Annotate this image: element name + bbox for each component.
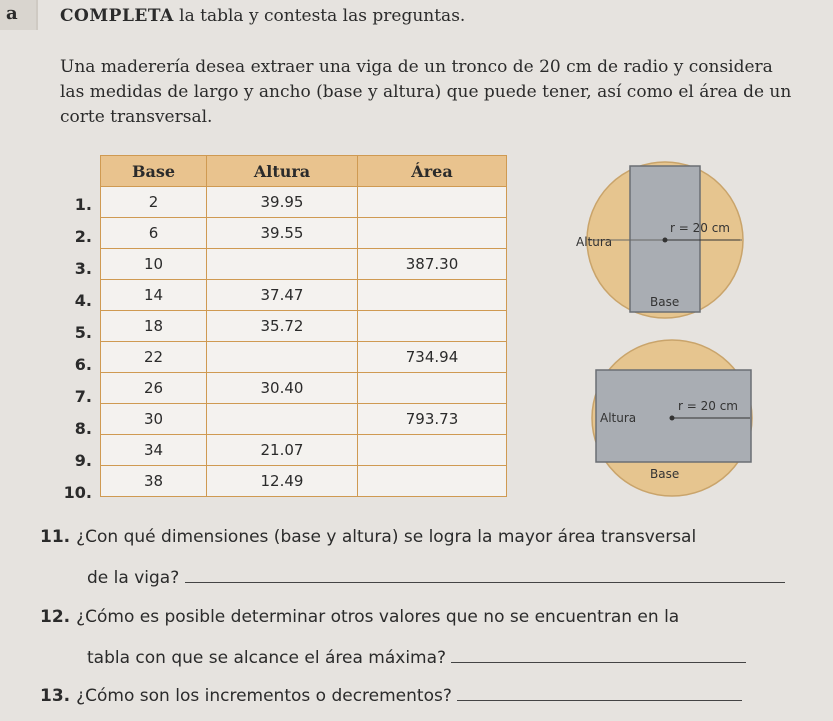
table-row <box>101 187 507 218</box>
row-number: 1. <box>74 195 92 214</box>
instruction <box>60 6 465 26</box>
row-number: 10. <box>63 483 92 502</box>
question-text: tabla con que se alcance el área máxima? <box>87 648 447 668</box>
table-row <box>101 373 507 404</box>
row-number: 7. <box>74 387 92 406</box>
diagram1-radius: r = 20 cm <box>670 221 730 235</box>
row-number: 4. <box>74 291 92 310</box>
question-11 <box>40 527 696 547</box>
cell-altura[interactable] <box>207 404 358 435</box>
header-area: Área <box>358 156 507 187</box>
question-number: 13. <box>40 686 71 706</box>
header-altura: Altura <box>207 156 358 187</box>
cell-base: 22 <box>101 342 207 373</box>
cell-altura: 39.95 <box>207 187 358 218</box>
table-row <box>101 342 507 373</box>
question-text: ¿Con qué dimensiones (base y altura) se logra la mayor área transversal <box>76 527 697 547</box>
instruction-bold: COMPLETA <box>60 6 174 26</box>
answer-line[interactable] <box>457 684 742 701</box>
table-row <box>101 311 507 342</box>
table-row <box>101 404 507 435</box>
cell-area[interactable] <box>358 373 507 404</box>
row-number: 5. <box>74 323 92 342</box>
cell-base: 26 <box>101 373 207 404</box>
question-12 <box>40 607 679 627</box>
cell-altura: 39.55 <box>207 218 358 249</box>
diagram-tall-beam <box>576 158 750 323</box>
cell-altura[interactable] <box>207 342 358 373</box>
cell-base: 34 <box>101 435 207 466</box>
cell-area[interactable] <box>358 280 507 311</box>
table-row <box>101 466 507 497</box>
cell-altura: 35.72 <box>207 311 358 342</box>
row-number: 3. <box>74 259 92 278</box>
row-number: 8. <box>74 419 92 438</box>
table-row <box>101 218 507 249</box>
row-numbers <box>58 189 92 509</box>
cell-area: 793.73 <box>358 404 507 435</box>
cell-base: 38 <box>101 466 207 497</box>
cell-altura: 12.49 <box>207 466 358 497</box>
cell-area[interactable] <box>358 466 507 497</box>
table-row <box>101 280 507 311</box>
cell-base: 30 <box>101 404 207 435</box>
question-13 <box>40 684 742 706</box>
diagram2-radius: r = 20 cm <box>678 399 738 413</box>
cell-altura: 30.40 <box>207 373 358 404</box>
cell-base: 10 <box>101 249 207 280</box>
table-row <box>101 249 507 280</box>
cell-base: 2 <box>101 187 207 218</box>
diagram2-altura: Altura <box>600 411 637 425</box>
answer-line[interactable] <box>451 646 746 663</box>
row-number: 6. <box>74 355 92 374</box>
cell-area: 387.30 <box>358 249 507 280</box>
row-number: 2. <box>74 227 92 246</box>
cell-area[interactable] <box>358 187 507 218</box>
cell-area[interactable] <box>358 311 507 342</box>
diagram-wide-beam <box>586 338 776 503</box>
cell-altura[interactable] <box>207 249 358 280</box>
table-row <box>101 435 507 466</box>
problem-paragraph: Una maderería desea extraer una viga de un tronco de 20 cm de radio y considera las medidas de largo y ancho (base y altura) que puede tener, así como el área de un corte transversal. <box>60 57 792 127</box>
cell-altura: 37.47 <box>207 280 358 311</box>
diagram2-base: Base <box>650 467 680 481</box>
cell-area: 734.94 <box>358 342 507 373</box>
question-11-line2 <box>87 566 785 588</box>
diagram1-base: Base <box>650 295 680 309</box>
cell-base: 18 <box>101 311 207 342</box>
question-number: 11. <box>40 527 71 547</box>
cell-base: 14 <box>101 280 207 311</box>
row-number: 9. <box>74 451 92 470</box>
cell-altura: 21.07 <box>207 435 358 466</box>
answer-line[interactable] <box>185 566 785 583</box>
cell-area[interactable] <box>358 435 507 466</box>
diagram1-altura: Altura <box>576 235 613 249</box>
cell-area[interactable] <box>358 218 507 249</box>
cell-base: 6 <box>101 218 207 249</box>
measurements-table <box>100 155 507 497</box>
header-base: Base <box>101 156 207 187</box>
instruction-text: la tabla y contesta las preguntas. <box>179 6 466 26</box>
question-text: ¿Cómo son los incrementos o decrementos? <box>76 686 452 706</box>
question-12-line2 <box>87 646 746 668</box>
question-text: de la viga? <box>87 568 180 588</box>
question-number: 12. <box>40 607 71 627</box>
exercise-letter: a <box>0 0 38 30</box>
question-text: ¿Cómo es posible determinar otros valores que no se encuentran en la <box>76 607 680 627</box>
